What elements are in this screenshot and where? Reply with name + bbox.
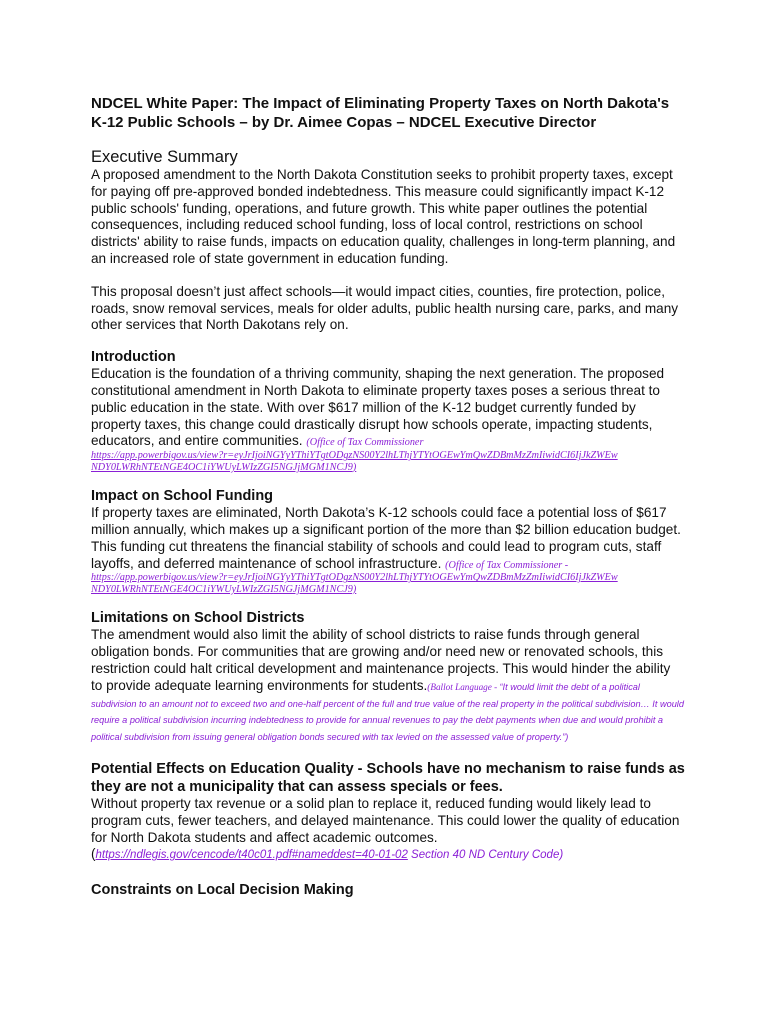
reference-open-paren: ( xyxy=(91,846,96,862)
introduction-heading: Introduction xyxy=(91,349,176,366)
executive-summary-heading: Executive Summary xyxy=(91,148,238,166)
century-code-suffix: Section 40 ND Century Code) xyxy=(407,849,564,862)
century-code-link[interactable]: https://ndlegis.gov/cencode/t40c01.pdf#nameddest=40-01-02 xyxy=(95,849,408,862)
limitations-body: The amendment would also limit the ability of school districts to raise funds through general obligation bonds. For communities that are growing and/or need new or renovated schools, this restriction could halt critical development and maintenance projects. This would hinder the ability to provide adequate learning environments for students. xyxy=(91,627,671,693)
school-funding-citation-link-2[interactable]: NDY0LWRhNTEtNGE4OC1iYWUyLWIzZGI5NGJjMGM1NCJ9) xyxy=(91,583,357,595)
executive-summary-paragraph-2: This proposal doesn’t just affect schools—it would impact cities, counties, fire protection, police, roads, snow removal services, meals for older adults, public health nursing care, parks, and many other services that North Dakotans rely on. xyxy=(91,283,679,333)
school-funding-paragraph xyxy=(91,505,685,572)
education-quality-reference xyxy=(91,846,685,864)
limitations-paragraph xyxy=(91,627,685,745)
ballot-language-text: “It would limit the debt of a political subdivision to an amount not to exceed two and one-half percent of the full and true value of the real property in the political subdivision… It would require a political subdivision incurring indebtedness to provide for annual revenues to pay the debt payments when due and would prohibit a political subdivision from issuing general obligation bonds secured with tax levied on the assessed value of property.”) xyxy=(91,681,684,743)
title-line-2: K-12 Public Schools – by Dr. Aimee Copas – NDCEL Executive Director xyxy=(91,114,597,131)
local-decision-heading: Constraints on Local Decision Making xyxy=(91,882,354,899)
executive-summary-paragraph-1: A proposed amendment to the North Dakota Constitution seeks to prohibit property taxes, except for paying off pre-approved bonded indebtedness. This measure could significantly impact K-12 public schools' funding, operations, and future growth. This white paper outlines the potential consequences, including reduced school funding, loss of local control, restrictions on school districts' ability to raise funds, impacts on education quality, challenges in long-term planning, and an increased role of state government in education funding. xyxy=(91,167,676,266)
education-quality-heading: Potential Effects on Education Quality - Schools have no mechanism to raise funds as they are not a municipality that can assess specials or fees. xyxy=(91,760,685,795)
school-funding-heading: Impact on School Funding xyxy=(91,488,274,505)
limitations-heading: Limitations on School Districts xyxy=(91,610,305,627)
title-line-1: NDCEL White Paper: The Impact of Eliminating Property Taxes on North Dakota's xyxy=(91,95,670,112)
school-funding-body: If property taxes are eliminated, North Dakota’s K-12 schools could face a potential loss of $617 million annually, which makes up a significant portion of the more than $2 billion education budget. This funding cut threatens the financial stability of schools and could lead to program cuts, staff layoffs, and deferred maintenance of school infrastructure. xyxy=(91,505,681,571)
school-funding-citation-link-1[interactable]: https://app.powerbigov.us/view?r=eyJrIjoiNGYyYThiYTgtODgzNS00Y2lhLThjYTYtOGEwYmQwZDBmMzZmIiwidCI6IjJkZWEw xyxy=(91,572,618,584)
introduction-citation-label: (Office of Tax Commissioner xyxy=(306,437,424,449)
introduction-body: Education is the foundation of a thriving community, shaping the next generation. The proposed constitutional amendment in North Dakota to eliminate property taxes poses a serious threat to public education in the state. With over $617 million of the K-12 budget currently funded by property taxes, this change could drastically disrupt how schools operate, impacting students, educators, and entire communities. xyxy=(91,366,665,449)
education-quality-paragraph: Without property tax revenue or a solid plan to replace it, reduced funding would likely lead to program cuts, fewer teachers, and delayed maintenance. This could lower the quality of education for North Dakota students and affect academic outcomes. xyxy=(91,795,680,845)
introduction-citation-link-1[interactable]: https://app.powerbigov.us/view?r=eyJrIjoiNGYyYThiYTgtODgzNS00Y2lhLThjYTYtOGEwYmQwZDBmMzZmIiwidCI6IjJkZWEw xyxy=(91,450,618,462)
document-body xyxy=(91,94,685,899)
introduction-paragraph xyxy=(91,366,685,450)
document-title xyxy=(91,94,685,132)
ballot-language-label: (Ballot Language - xyxy=(427,681,500,692)
introduction-citation-link-2[interactable]: NDY0LWRhNTEtNGE4OC1iYWUyLWIzZGI5NGJjMGM1NCJ9) xyxy=(91,461,357,473)
school-funding-citation-label: (Office of Tax Commissioner - xyxy=(445,559,569,571)
